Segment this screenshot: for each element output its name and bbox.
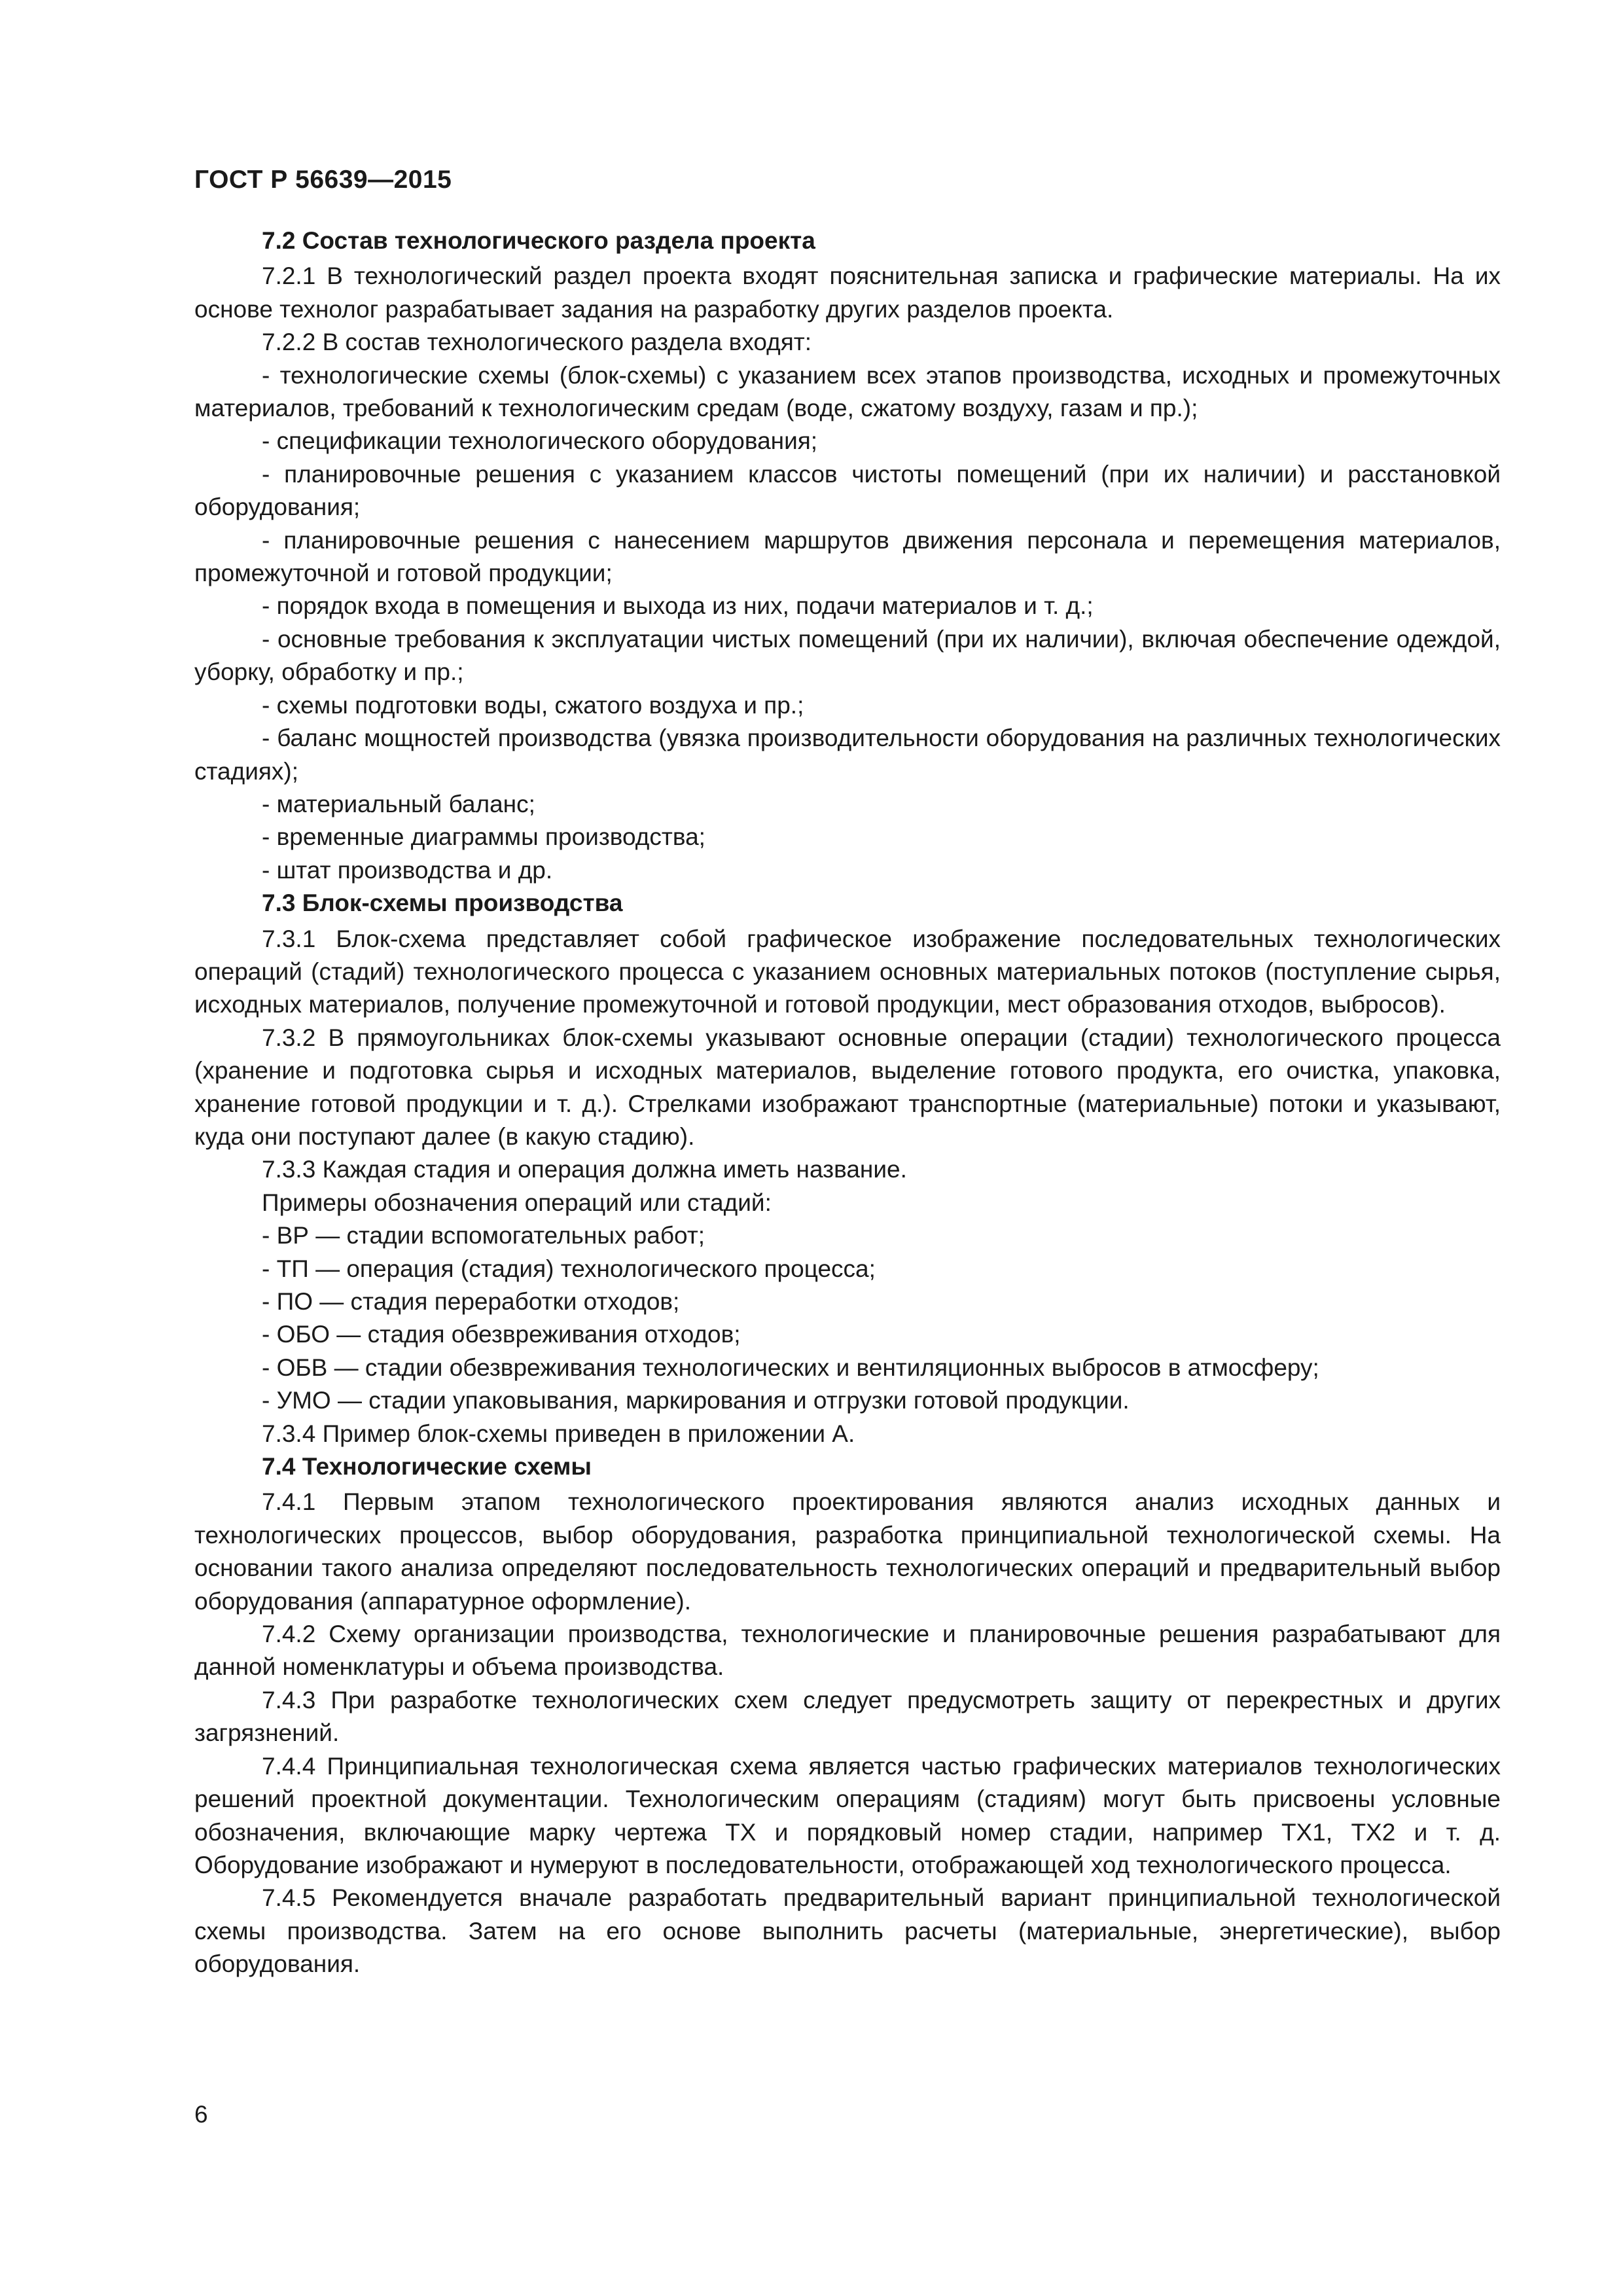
- section-7-2-heading: 7.2 Состав технологического раздела проекта: [262, 227, 815, 254]
- list-item: - штат производства и др.: [262, 856, 553, 884]
- list-item: - временные диаграммы производства;: [262, 823, 705, 851]
- list-item: - материальный баланс;: [262, 790, 535, 817]
- example-item: - УМО — стадии упаковывания, маркирования и отгрузки готовой продукции.: [262, 1387, 1130, 1414]
- list-item: - технологические схемы (блок-схемы) с указанием всех этапов производства, исходных и промежуточных материалов, требований к технологическим средам (воде, сжатому воздуху, газам и пр.);: [194, 361, 1501, 422]
- paragraph-7-3-1: 7.3.1 Блок-схема представляет собой графическое изображение последовательных технологических операций (стадий) технологического процесса с указанием основных материальных потоков (поступление сырья, исходных материалов, получение промежуточной и готовой продукции, мест образования отходов, выбросов).: [194, 925, 1501, 1018]
- paragraph-7-3-2: 7.3.2 В прямоугольниках блок-схемы указывают основные операции (стадии) технологического процесса (хранение и подготовка сырья и исходных материалов, выделение готового продукта, его очистка, упаковка, хранение готовой продукции и т. д.). Стрелками изображают транспортные (материальные) потоки и указывают, куда они поступают далее (в какую стадию).: [194, 1024, 1501, 1150]
- list-item: - порядок входа в помещения и выхода из них, подачи материалов и т. д.;: [262, 592, 1094, 620]
- section-7-3-heading: 7.3 Блок-схемы производства: [262, 889, 623, 917]
- list-item: - планировочные решения с указанием классов чистоты помещений (при их наличии) и расстановкой оборудования;: [194, 460, 1501, 521]
- example-item: - ОБО — стадия обезвреживания отходов;: [262, 1321, 741, 1348]
- paragraph-7-4-5: 7.4.5 Рекомендуется вначале разработать предварительный вариант принципиальной технологической схемы производства. Затем на его основе выполнить расчеты (материальные, энергетические), выбор оборудования.: [194, 1884, 1501, 1978]
- paragraph-7-4-4: 7.4.4 Принципиальная технологическая схема является частью графических материалов технологических решений проектной документации. Технологическим операциям (стадиям) могут быть присвоены условные обозначения, включающие марку чертежа ТХ и порядковый номер стадии, например ТХ1, ТХ2 и т. д. Оборудование изображают и нумеруют в последовательности, отображающей ход технологического процесса.: [194, 1752, 1501, 1878]
- document-body: [194, 224, 1501, 1981]
- section-7-4-heading: 7.4 Технологические схемы: [262, 1453, 592, 1480]
- list-item: - планировочные решения с нанесением маршрутов движения персонала и перемещения материалов, промежуточной и готовой продукции;: [194, 526, 1501, 587]
- list-item: - основные требования к эксплуатации чистых помещений (при их наличии), включая обеспечение одеждой, уборку, обработку и пр.;: [194, 625, 1501, 686]
- example-item: - ОБВ — стадии обезвреживания технологических и вентиляционных выбросов в атмосферу;: [262, 1354, 1319, 1381]
- paragraph-7-2-1: 7.2.1 В технологический раздел проекта входят пояснительная записка и графические материалы. На их основе технолог разрабатывает задания на разработку других разделов проекта.: [194, 262, 1501, 323]
- paragraph-7-3-3: 7.3.3 Каждая стадия и операция должна иметь название.: [262, 1156, 907, 1183]
- list-item: - баланс мощностей производства (увязка производительности оборудования на различных технологических стадиях);: [194, 725, 1501, 785]
- paragraph-7-4-2: 7.4.2 Схему организации производства, технологические и планировочные решения разрабатывают для данной номенклатуры и объема производства.: [194, 1621, 1501, 1681]
- paragraph-7-3-4: 7.3.4 Пример блок-схемы приведен в приложении А.: [262, 1420, 855, 1447]
- example-item: - ВР — стадии вспомогательных работ;: [262, 1222, 705, 1249]
- list-item: - схемы подготовки воды, сжатого воздуха и пр.;: [262, 691, 804, 719]
- paragraph-7-2-2: 7.2.2 В состав технологического раздела входят:: [262, 329, 812, 356]
- list-item: - спецификации технологического оборудования;: [262, 427, 818, 455]
- example-item: - ПО — стадия переработки отходов;: [262, 1288, 680, 1315]
- paragraph-7-4-1: 7.4.1 Первым этапом технологического проектирования являются анализ исходных данных и технологических процессов, выбор оборудования, разработка принципиальной технологической схемы. На основании такого анализа определяют последовательность технологических операций и предварительный выбор оборудования (аппаратурное оформление).: [194, 1488, 1501, 1615]
- examples-intro: Примеры обозначения операций или стадий:: [262, 1189, 772, 1216]
- standard-header: ГОСТ Р 56639—2015: [194, 166, 452, 194]
- page-number: 6: [194, 2101, 208, 2128]
- paragraph-7-4-3: 7.4.3 При разработке технологических схем следует предусмотреть защиту от перекрестных и других загрязнений.: [194, 1686, 1501, 1747]
- example-item: - ТП — операция (стадия) технологического процесса;: [262, 1255, 876, 1282]
